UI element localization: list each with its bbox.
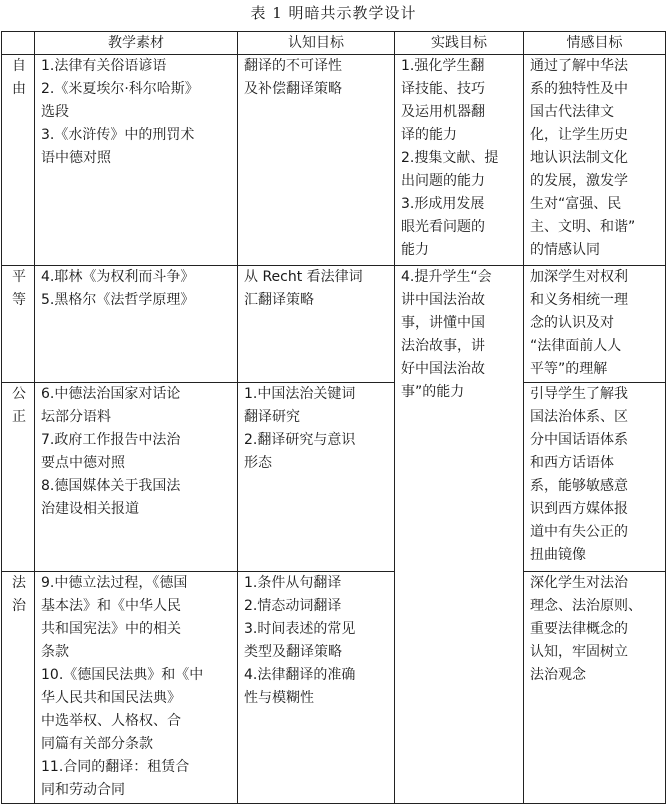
header-corner — [2, 32, 35, 55]
text-line: 1.中国法治关键词 — [244, 386, 356, 402]
row-label-char: 由 — [12, 81, 26, 97]
text-line: 8.德国媒体关于我国法 — [41, 478, 181, 494]
row-label-char: 等 — [12, 292, 26, 308]
text-line: 出问题的能力 — [401, 173, 485, 189]
text-line: 2.翻译研究与意识 — [244, 432, 356, 448]
text-line: 引导学生了解我 — [530, 386, 628, 402]
text-line: 2.《米夏埃尔·科尔哈斯》 — [41, 81, 199, 97]
cognitive-cell — [238, 383, 395, 572]
row-label-freedom — [2, 55, 35, 266]
text-line: 治建设相关报道 — [41, 501, 139, 517]
text-line: 2.搜集文献、提 — [401, 150, 499, 166]
text-line: 法治故事，讲 — [401, 338, 485, 354]
text-line: 好中国法治故 — [401, 361, 485, 377]
text-line: 道中有失公正的 — [530, 524, 628, 540]
table-row-equality — [2, 266, 666, 383]
cognitive-cell — [238, 55, 395, 266]
text-line: 认知，牢固树立 — [530, 644, 628, 660]
table-row-justice — [2, 383, 666, 572]
text-line: 及运用机器翻 — [401, 104, 485, 120]
text-line: 3.《水浒传》中的刑罚术 — [41, 127, 195, 143]
text-line: 性与模糊性 — [244, 690, 314, 706]
row-label-char: 法 — [12, 575, 26, 591]
text-line: 11.合同的翻译：租赁合 — [41, 759, 190, 775]
text-line: 4.法律翻译的准确 — [244, 667, 356, 683]
practice-cell-1 — [395, 55, 524, 266]
text-line: 汇翻译策略 — [244, 292, 314, 308]
text-line: 10.《德国民法典》和《中 — [41, 667, 204, 683]
text-line: 通过了解中华法 — [530, 58, 628, 74]
text-line: 坛部分语料 — [41, 409, 111, 425]
text-line: 事”的能力 — [401, 384, 465, 400]
row-label-char: 自 — [12, 58, 26, 74]
header-practice: 实践目标 — [395, 32, 524, 55]
cognitive-cell — [238, 572, 395, 804]
text-line: 3.形成用发展 — [401, 196, 485, 212]
text-line: “法律面前人人 — [530, 338, 622, 354]
affective-cell — [524, 572, 666, 804]
text-line: 7.政府工作报告中法治 — [41, 432, 181, 448]
text-line: 事，讲懂中国 — [401, 315, 485, 331]
text-line: 共和国宪法》中的相关 — [41, 621, 181, 637]
text-line: 法治观念 — [530, 667, 586, 683]
text-line: 3.时间表述的常见 — [244, 621, 356, 637]
text-line: 从 Recht 看法律词 — [244, 269, 363, 285]
teaching-design-table — [1, 31, 666, 804]
materials-cell — [35, 55, 238, 266]
row-label-char: 治 — [12, 598, 26, 614]
text-line: 重要法律概念的 — [530, 621, 628, 637]
text-line: 同和劳动合同 — [41, 782, 125, 798]
text-line: 1.条件从句翻译 — [244, 575, 342, 591]
text-line: 2.情态动词翻译 — [244, 598, 342, 614]
text-line: 选段 — [41, 104, 69, 120]
text-line: 平等”的理解 — [530, 361, 608, 377]
text-line: 地认识法制文化 — [530, 150, 628, 166]
text-line: 讲中国法治故 — [401, 292, 485, 308]
text-line: 和义务相统一理 — [530, 292, 628, 308]
text-line: 化，让学生历史 — [530, 127, 628, 143]
text-line: 形态 — [244, 455, 272, 471]
row-label-char: 平 — [12, 269, 26, 285]
text-line: 条款 — [41, 644, 69, 660]
affective-cell — [524, 266, 666, 383]
text-line: 翻译研究 — [244, 409, 300, 425]
materials-cell — [35, 383, 238, 572]
text-line: 主、文明、和谐” — [530, 219, 636, 235]
text-line: 识到西方媒体报 — [530, 501, 628, 517]
text-line: 分中国话语体系 — [530, 432, 628, 448]
row-label-equality — [2, 266, 35, 383]
text-line: 能力 — [401, 242, 429, 258]
table-header-row — [2, 32, 666, 55]
text-line: 和西方话语体 — [530, 455, 614, 471]
table-row-freedom — [2, 55, 666, 266]
table-row-rule-of-law — [2, 572, 666, 804]
text-line: 生对“富强、民 — [530, 196, 622, 212]
header-cognitive: 认知目标 — [238, 32, 395, 55]
text-line: 4.提升学生“会 — [401, 269, 492, 285]
row-label-rule-of-law — [2, 572, 35, 804]
text-line: 深化学生对法治 — [530, 575, 628, 591]
text-line: 眼光看问题的 — [401, 219, 485, 235]
practice-cell-2 — [395, 266, 524, 804]
text-line: 同篇有关部分条款 — [41, 736, 153, 752]
text-line: 译的能力 — [401, 127, 457, 143]
text-line: 及补偿翻译策略 — [244, 81, 342, 97]
cognitive-cell — [238, 266, 395, 383]
text-line: 国法治体系、区 — [530, 409, 628, 425]
row-label-char: 公 — [12, 386, 26, 402]
table-caption: 表 1 明暗共示教学设计 — [250, 4, 417, 22]
row-label-justice — [2, 383, 35, 572]
text-line: 1.强化学生翻 — [401, 58, 485, 74]
affective-cell — [524, 383, 666, 572]
text-line: 基本法》和《中华人民 — [41, 598, 181, 614]
text-line: 理念、法治原则、 — [530, 598, 642, 614]
text-line: 语中德对照 — [41, 150, 111, 166]
text-line: 5.黑格尔《法哲学原理》 — [41, 292, 195, 308]
text-line: 要点中德对照 — [41, 455, 125, 471]
materials-cell — [35, 266, 238, 383]
text-line: 的情感认同 — [530, 242, 600, 258]
text-line: 中选举权、人格权、合 — [41, 713, 181, 729]
text-line: 1.法律有关俗语谚语 — [41, 58, 167, 74]
text-line: 译技能、技巧 — [401, 81, 485, 97]
text-line: 的发展，激发学 — [530, 173, 628, 189]
text-line: 系的独特性及中 — [530, 81, 628, 97]
text-line: 国古代法律文 — [530, 104, 614, 120]
text-line: 6.中德法治国家对话论 — [41, 386, 181, 402]
text-line: 加深学生对权利 — [530, 269, 628, 285]
affective-cell — [524, 55, 666, 266]
header-materials: 教学素材 — [35, 32, 238, 55]
text-line: 类型及翻译策略 — [244, 644, 342, 660]
text-line: 念的认识及对 — [530, 315, 614, 331]
text-line: 扭曲镜像 — [530, 547, 586, 563]
materials-cell — [35, 572, 238, 804]
header-affective: 情感目标 — [524, 32, 666, 55]
text-line: 翻译的不可译性 — [244, 58, 342, 74]
text-line: 华人民共和国民法典》 — [41, 690, 181, 706]
text-line: 9.中德立法过程，《德国 — [41, 575, 188, 591]
text-line: 4.耶林《为权利而斗争》 — [41, 269, 195, 285]
row-label-char: 正 — [12, 409, 26, 425]
text-line: 系，能够敏感意 — [530, 478, 628, 494]
